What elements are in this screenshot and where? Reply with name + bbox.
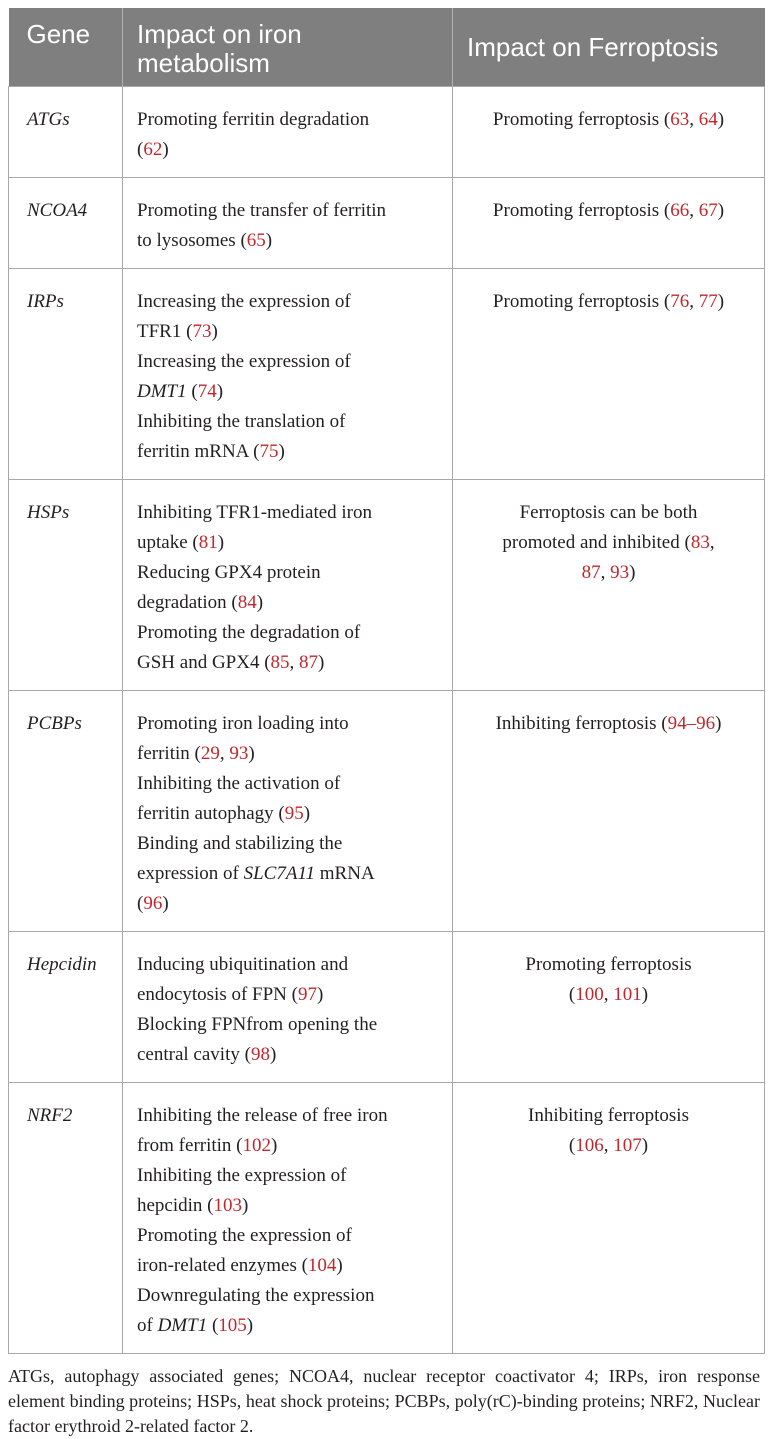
cell-line bbox=[137, 135, 438, 165]
text-run: , bbox=[289, 651, 300, 673]
header-iron-metabolism: Impact on iron metabolism bbox=[123, 8, 453, 86]
cell-line bbox=[137, 1191, 438, 1221]
header-gene: Gene bbox=[9, 8, 123, 86]
table-row bbox=[9, 86, 765, 177]
reference-link[interactable]: 66 bbox=[670, 199, 690, 221]
text-run: Promoting the transfer of ferritin bbox=[137, 199, 387, 221]
cell-line bbox=[137, 859, 438, 889]
italic-gene-name: SLC7A11 bbox=[243, 862, 316, 884]
text-run: ) bbox=[269, 1043, 277, 1065]
text-run: Ferroptosis can be both bbox=[519, 501, 698, 523]
text-run: ) bbox=[629, 561, 636, 583]
text-run: ( bbox=[137, 138, 144, 160]
reference-link[interactable]: 105 bbox=[218, 1314, 247, 1336]
reference-link[interactable]: 84 bbox=[237, 591, 257, 613]
text-run: Promoting ferroptosis ( bbox=[492, 290, 671, 312]
ferroptosis-cell bbox=[453, 479, 765, 690]
cell-line bbox=[137, 1040, 438, 1070]
text-run: ) bbox=[248, 742, 255, 764]
cell-line bbox=[461, 1131, 756, 1161]
text-run: ( bbox=[568, 1134, 576, 1156]
text-run: Promoting ferroptosis ( bbox=[492, 199, 671, 221]
ferroptosis-cell bbox=[453, 268, 765, 479]
ferroptosis-cell bbox=[453, 177, 765, 268]
text-run: ( bbox=[186, 380, 198, 402]
cell-line bbox=[137, 1311, 438, 1341]
iron-metabolism-cell bbox=[123, 177, 453, 268]
italic-gene-name: DMT1 bbox=[157, 1314, 208, 1336]
iron-metabolism-cell bbox=[123, 86, 453, 177]
text-run: promoted and inhibited ( bbox=[502, 531, 691, 553]
header-row bbox=[9, 8, 765, 86]
cell-line bbox=[137, 287, 438, 317]
text-run: ferritin ( bbox=[137, 742, 201, 764]
text-run: ) bbox=[641, 1134, 649, 1156]
cell-line bbox=[137, 498, 438, 528]
cell-line bbox=[137, 1161, 438, 1191]
text-run: Promoting ferroptosis ( bbox=[492, 108, 671, 130]
cell-line bbox=[461, 1101, 756, 1131]
reference-link[interactable]: 106 bbox=[575, 1134, 604, 1156]
cell-line bbox=[137, 1221, 438, 1251]
text-run: Promoting ferritin degradation bbox=[137, 108, 370, 130]
text-run: GSH and GPX4 ( bbox=[137, 651, 271, 673]
cell-line bbox=[137, 377, 438, 407]
cell-line bbox=[137, 1101, 438, 1131]
text-run: , bbox=[689, 108, 699, 130]
text-run: ) bbox=[641, 983, 649, 1005]
text-run: iron-related enzymes ( bbox=[137, 1254, 308, 1276]
text-run: hepcidin ( bbox=[137, 1194, 214, 1216]
cell-line bbox=[461, 528, 756, 558]
text-run: ) bbox=[717, 108, 725, 130]
reference-link[interactable]: 83 bbox=[690, 531, 710, 553]
gene-table bbox=[8, 8, 765, 1354]
text-run: , bbox=[689, 199, 699, 221]
text-run: Blocking FPNfrom opening the bbox=[137, 1013, 378, 1035]
text-run: ) bbox=[717, 199, 725, 221]
cell-line bbox=[461, 709, 756, 739]
text-run: ) bbox=[316, 983, 324, 1005]
reference-link[interactable]: 74 bbox=[197, 380, 217, 402]
reference-link[interactable]: 81 bbox=[198, 531, 218, 553]
text-run: ) bbox=[717, 290, 725, 312]
text-run: Inhibiting ferroptosis bbox=[528, 1104, 689, 1126]
table-row bbox=[9, 479, 765, 690]
reference-link[interactable]: 85 bbox=[270, 651, 290, 673]
text-run: uptake ( bbox=[137, 531, 199, 553]
text-run: ) bbox=[265, 229, 273, 251]
text-run: ) bbox=[246, 1314, 254, 1336]
ferroptosis-cell bbox=[453, 86, 765, 177]
text-run: Binding and stabilizing the bbox=[137, 832, 343, 854]
text-run: ) bbox=[162, 138, 169, 160]
reference-link[interactable]: 103 bbox=[213, 1194, 243, 1216]
italic-gene-name: DMT1 bbox=[137, 380, 187, 402]
text-run: Increasing the expression of bbox=[137, 350, 351, 372]
text-run: endocytosis of FPN ( bbox=[137, 983, 298, 1005]
table-row bbox=[9, 1082, 765, 1353]
cell-line bbox=[137, 799, 438, 829]
text-run: Reducing GPX4 protein bbox=[137, 561, 321, 583]
cell-line bbox=[137, 618, 438, 648]
text-run: expression of bbox=[137, 862, 244, 884]
iron-metabolism-cell bbox=[123, 268, 453, 479]
text-run: Inhibiting ferroptosis ( bbox=[495, 712, 668, 734]
reference-link[interactable]: 67 bbox=[698, 199, 718, 221]
reference-link[interactable]: 77 bbox=[698, 290, 718, 312]
table-row bbox=[9, 690, 765, 931]
text-run: ferritin autophagy ( bbox=[137, 802, 285, 824]
ferroptosis-cell bbox=[453, 1082, 765, 1353]
text-run: Inhibiting TFR1-mediated iron bbox=[137, 501, 373, 523]
text-run: ) bbox=[256, 591, 264, 613]
cell-line bbox=[137, 1251, 438, 1281]
cell-line bbox=[137, 407, 438, 437]
text-run: , bbox=[709, 531, 715, 553]
cell-line bbox=[137, 1281, 438, 1311]
cell-line bbox=[137, 889, 438, 919]
reference-link[interactable]: 75 bbox=[259, 440, 279, 462]
text-run: , bbox=[689, 290, 699, 312]
cell-line bbox=[137, 196, 438, 226]
text-run: , bbox=[603, 1134, 614, 1156]
text-run: ( bbox=[207, 1314, 219, 1336]
text-run: Promoting the expression of bbox=[137, 1224, 352, 1246]
text-run: from ferritin ( bbox=[137, 1134, 243, 1156]
text-run: TFR1 ( bbox=[137, 320, 193, 342]
text-run: , bbox=[219, 742, 230, 764]
text-run: Promoting the degradation of bbox=[137, 621, 361, 643]
cell-line bbox=[461, 980, 756, 1010]
text-run: to lysosomes ( bbox=[137, 229, 247, 251]
text-run: ) bbox=[318, 651, 325, 673]
cell-line bbox=[137, 558, 438, 588]
text-run: Promoting iron loading into bbox=[137, 712, 349, 734]
text-run: mRNA bbox=[315, 862, 375, 884]
reference-link[interactable]: 95 bbox=[284, 802, 304, 824]
text-run: Downregulating the expression bbox=[137, 1284, 375, 1306]
text-run: central cavity ( bbox=[137, 1043, 251, 1065]
text-run: Increasing the expression of bbox=[137, 290, 351, 312]
table-row bbox=[9, 177, 765, 268]
document bbox=[8, 8, 764, 1439]
reference-link[interactable]: 98 bbox=[250, 1043, 270, 1065]
header-ferroptosis: Impact on Ferroptosis bbox=[453, 8, 765, 86]
reference-link[interactable]: 87 bbox=[581, 561, 601, 583]
text-run: , bbox=[603, 983, 614, 1005]
text-run: ) bbox=[217, 531, 225, 553]
cell-line bbox=[461, 196, 756, 226]
table-body bbox=[9, 86, 765, 1353]
iron-metabolism-cell bbox=[123, 931, 453, 1082]
cell-line bbox=[137, 1131, 438, 1161]
iron-metabolism-cell bbox=[123, 690, 453, 931]
reference-link[interactable]: 87 bbox=[299, 651, 319, 673]
gene-cell: HSPs bbox=[9, 479, 123, 690]
text-run: ) bbox=[336, 1254, 343, 1276]
cell-line bbox=[137, 528, 438, 558]
text-run: ) bbox=[162, 892, 169, 914]
cell-line bbox=[137, 648, 438, 678]
text-run: ( bbox=[568, 983, 576, 1005]
text-run: degradation ( bbox=[137, 591, 238, 613]
text-run: ) bbox=[303, 802, 311, 824]
cell-line bbox=[137, 588, 438, 618]
cell-line bbox=[461, 105, 756, 135]
cell-line bbox=[137, 739, 438, 769]
reference-link[interactable]: 104 bbox=[307, 1254, 337, 1276]
cell-line bbox=[137, 317, 438, 347]
reference-link[interactable]: 63 bbox=[670, 108, 690, 130]
text-run: ) bbox=[715, 712, 722, 734]
reference-link[interactable]: 102 bbox=[242, 1134, 272, 1156]
text-run: ( bbox=[137, 892, 144, 914]
cell-line bbox=[137, 226, 438, 256]
cell-line bbox=[461, 287, 756, 317]
cell-line bbox=[137, 347, 438, 377]
gene-cell: NRF2 bbox=[9, 1082, 123, 1353]
gene-cell: IRPs bbox=[9, 268, 123, 479]
reference-link[interactable]: 100 bbox=[575, 983, 604, 1005]
cell-line bbox=[137, 980, 438, 1010]
reference-link[interactable]: 73 bbox=[192, 320, 212, 342]
text-run: Inhibiting the expression of bbox=[137, 1164, 347, 1186]
cell-line bbox=[137, 829, 438, 859]
reference-link[interactable]: 93 bbox=[229, 742, 249, 764]
text-run: ) bbox=[278, 440, 285, 462]
cell-line bbox=[137, 1010, 438, 1040]
text-run: ) bbox=[211, 320, 218, 342]
cell-line bbox=[137, 105, 438, 135]
cell-line bbox=[137, 769, 438, 799]
gene-cell: PCBPs bbox=[9, 690, 123, 931]
reference-link[interactable]: 96 bbox=[143, 892, 163, 914]
cell-line bbox=[461, 950, 756, 980]
gene-cell: NCOA4 bbox=[9, 177, 123, 268]
iron-metabolism-cell bbox=[123, 479, 453, 690]
text-run: Inhibiting the release of free iron bbox=[137, 1104, 388, 1126]
ferroptosis-cell bbox=[453, 931, 765, 1082]
reference-link[interactable]: 76 bbox=[670, 290, 690, 312]
reference-link[interactable]: 107 bbox=[613, 1134, 642, 1156]
iron-metabolism-cell bbox=[123, 1082, 453, 1353]
reference-link[interactable]: 94–96 bbox=[667, 712, 716, 734]
table-row bbox=[9, 931, 765, 1082]
text-run: Inhibiting the translation of bbox=[137, 410, 346, 432]
gene-cell: ATGs bbox=[9, 86, 123, 177]
text-run: Inhibiting the activation of bbox=[137, 772, 341, 794]
table-footnote: ATGs, autophagy associated genes; NCOA4, nuclear receptor coactivator 4; IRPs, iron response element binding proteins; HSPs, heat shock proteins; PCBPs, poly(rC)-binding proteins; NRF2, Nuclear factor erythroid 2-related factor 2. bbox=[8, 1365, 760, 1436]
cell-line bbox=[137, 709, 438, 739]
text-run: , bbox=[600, 561, 611, 583]
reference-link[interactable]: 97 bbox=[297, 983, 317, 1005]
reference-link[interactable]: 29 bbox=[200, 742, 220, 764]
cell-line bbox=[137, 437, 438, 467]
text-run: of bbox=[137, 1314, 158, 1336]
reference-link[interactable]: 62 bbox=[143, 138, 163, 160]
cell-line bbox=[461, 558, 756, 588]
cell-line bbox=[461, 498, 756, 528]
text-run: ) bbox=[271, 1134, 278, 1156]
reference-link[interactable]: 64 bbox=[698, 108, 718, 130]
text-run: ) bbox=[242, 1194, 249, 1216]
text-run: Promoting ferroptosis bbox=[525, 953, 692, 975]
reference-link[interactable]: 65 bbox=[246, 229, 266, 251]
cell-line bbox=[137, 950, 438, 980]
table-row bbox=[9, 268, 765, 479]
gene-cell: Hepcidin bbox=[9, 931, 123, 1082]
text-run: Inducing ubiquitination and bbox=[137, 953, 349, 975]
text-run: ferritin mRNA ( bbox=[137, 440, 260, 462]
text-run: ) bbox=[216, 380, 224, 402]
ferroptosis-cell bbox=[453, 690, 765, 931]
reference-link[interactable]: 93 bbox=[610, 561, 630, 583]
reference-link[interactable]: 101 bbox=[613, 983, 642, 1005]
